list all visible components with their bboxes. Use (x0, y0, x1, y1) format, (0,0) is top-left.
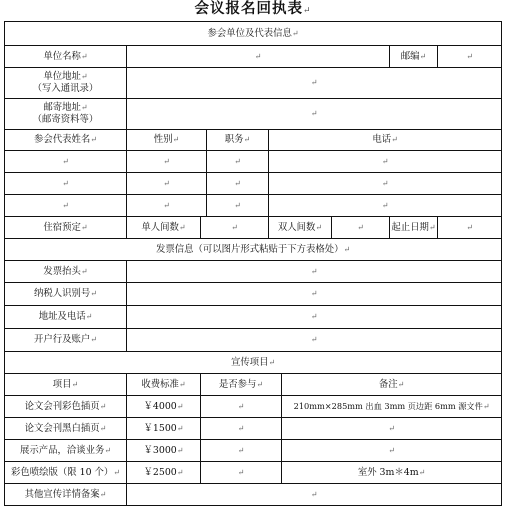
promotion-remark (282, 462, 502, 484)
promotion-remark (282, 440, 502, 462)
paragraph-mark: ↵ (62, 200, 69, 210)
participant-position-field[interactable] (207, 195, 269, 217)
promotion-fee-text: ￥3000 (143, 444, 177, 456)
promotion-participate-field[interactable] (201, 462, 282, 484)
promotion-row (5, 418, 502, 440)
promotion-remark (282, 396, 502, 418)
paragraph-mark: ↵ (428, 222, 436, 232)
paragraph-mark: ↵ (310, 335, 318, 344)
mail-address-label-line1: 邮寄地址 (43, 102, 81, 113)
paragraph-mark: ↵ (482, 402, 490, 411)
taxpayer-id-field[interactable] (127, 283, 502, 306)
col-header-gender (127, 130, 207, 151)
lodging-row (5, 217, 502, 239)
invoice-label (5, 283, 127, 306)
paragraph-mark: ↵ (381, 178, 389, 188)
col-header-remarks-text: 备注 (378, 378, 398, 390)
paragraph-mark: ↵ (310, 489, 318, 499)
invoice-row (5, 329, 502, 352)
promotion-item-text: 展示产品，洽谈业务 (19, 444, 105, 456)
mail-address-label-line2: （邮寄资料等） (32, 114, 99, 125)
paragraph-mark: ↵ (80, 222, 88, 232)
address-phone-label: 地址及电话 (38, 311, 86, 322)
section-header-invoice (5, 239, 502, 261)
paragraph-mark: ↵ (231, 222, 238, 232)
paragraph-mark: ↵ (291, 28, 299, 38)
promotion-row (5, 396, 502, 418)
unit-address-label-line2: （写入通讯录） (32, 83, 99, 94)
paragraph-mark: ↵ (71, 379, 79, 389)
col-header-item-text: 项目 (52, 378, 72, 390)
page-title (0, 0, 506, 19)
paragraph-mark: ↵ (80, 72, 88, 81)
unit-address-label-line1: 单位地址 (43, 71, 81, 82)
paragraph-mark: ↵ (237, 401, 245, 411)
paragraph-mark: ↵ (254, 51, 262, 61)
section-header-row (5, 352, 502, 374)
participant-position-field[interactable] (207, 173, 269, 195)
lodging-label (5, 217, 127, 239)
unit-name-label (5, 46, 127, 68)
paragraph-mark: ↵ (113, 467, 120, 477)
paragraph-mark: ↵ (310, 266, 318, 276)
bank-account-field[interactable] (127, 329, 502, 352)
section-header-text: 发票信息（可以图片形式粘贴于下方表格处） (155, 243, 344, 255)
promotion-fee (127, 440, 201, 462)
section-header-text: 参会单位及代表信息 (207, 27, 292, 39)
mail-address-label (5, 99, 127, 130)
paragraph-mark: ↵ (315, 222, 323, 232)
unit-name-field[interactable] (127, 46, 390, 68)
promotion-item-text: 论文会刊彩色插页 (24, 400, 100, 412)
paragraph-mark: ↵ (397, 379, 405, 389)
taxpayer-id-label: 纳税人识别号 (34, 288, 91, 299)
col-header-name (5, 130, 127, 151)
paragraph-mark: ↵ (176, 445, 184, 455)
promotion-item-text: 彩色喷绘版（限 10 个） (11, 466, 114, 478)
paragraph-mark: ↵ (237, 445, 245, 455)
unit-address-label (5, 68, 127, 99)
paragraph-mark: ↵ (99, 489, 107, 499)
section-header-participants (5, 22, 502, 46)
paragraph-mark: ↵ (99, 401, 107, 411)
paragraph-mark: ↵ (357, 222, 364, 232)
col-header-phone-text: 电话 (372, 134, 392, 145)
col-header-participate-text: 是否参与 (218, 378, 257, 390)
single-room-label (127, 217, 201, 239)
section-header-row (5, 239, 502, 261)
paragraph-mark: ↵ (237, 423, 245, 433)
col-header-name-text: 参会代表姓名 (34, 134, 91, 145)
participant-phone-field[interactable] (269, 151, 502, 173)
promotion-item (5, 418, 127, 440)
address-phone-field[interactable] (127, 306, 502, 329)
paragraph-mark: ↵ (234, 156, 241, 166)
participant-gender-field[interactable] (127, 195, 207, 217)
other-promotion-field[interactable] (127, 484, 502, 506)
participant-row (5, 151, 502, 173)
promotion-fee-text: ￥1500 (143, 422, 177, 434)
promotion-item (5, 462, 127, 484)
dates-label-text: 起止日期 (391, 221, 429, 233)
section-header-row (5, 22, 502, 46)
unit-name-label-text: 单位名称 (43, 50, 81, 62)
invoice-row (5, 306, 502, 329)
paragraph-mark: ↵ (234, 200, 241, 210)
participant-name-field[interactable] (5, 195, 127, 217)
paragraph-mark: ↵ (418, 467, 426, 477)
paragraph-mark: ↵ (80, 266, 88, 276)
paragraph-mark: ↵ (388, 423, 395, 433)
bank-account-label: 开户行及账户 (34, 334, 91, 345)
col-header-position-text: 职务 (224, 134, 244, 145)
section-header-text: 宣传项目 (230, 356, 269, 368)
invoice-label (5, 329, 127, 352)
paragraph-mark: ↵ (343, 244, 351, 254)
promotion-fee-text: ￥2500 (143, 466, 177, 478)
participant-row (5, 173, 502, 195)
col-header-fee (127, 374, 201, 396)
promotion-remark-text: 210mm×285mm 出血 3mm 页边距 6mm 源文件 (293, 401, 483, 411)
paragraph-mark: ↵ (90, 335, 97, 344)
paragraph-mark: ↵ (99, 423, 107, 433)
participant-position-field[interactable] (207, 151, 269, 173)
invoice-label (5, 306, 127, 329)
participant-name-field[interactable] (5, 151, 127, 173)
participant-name-field[interactable] (5, 173, 127, 195)
paragraph-mark: ↵ (80, 103, 88, 112)
paragraph-mark: ↵ (62, 156, 69, 166)
promotion-item (5, 440, 127, 462)
other-promotion-row (5, 484, 502, 506)
promotion-remark (282, 418, 502, 440)
paragraph-mark: ↵ (243, 135, 251, 144)
promotion-remark-text: 室外 3m＊4m (357, 466, 419, 478)
paragraph-mark: ↵ (163, 178, 170, 188)
double-room-label-text: 双人间数 (277, 221, 316, 233)
participant-gender-field[interactable] (127, 151, 207, 173)
col-header-participate (201, 374, 282, 396)
paragraph-mark: ↵ (172, 135, 180, 144)
promotion-participate-field[interactable] (201, 418, 282, 440)
paragraph-mark: ↵ (163, 200, 170, 210)
postcode-label (390, 46, 438, 68)
paragraph-mark: ↵ (310, 78, 318, 87)
participant-phone-field[interactable] (269, 195, 502, 217)
paragraph-mark: ↵ (310, 109, 318, 118)
paragraph-mark: ↵ (62, 178, 69, 188)
paragraph-mark: ↵ (302, 6, 312, 16)
registration-form-table (4, 21, 502, 506)
dates-label (390, 217, 438, 239)
invoice-label (5, 261, 127, 283)
paragraph-mark: ↵ (466, 51, 473, 61)
other-promotion-label-text: 其他宣传详情备案 (24, 488, 100, 500)
paragraph-mark: ↵ (268, 357, 276, 367)
participant-phone-field[interactable] (269, 173, 502, 195)
paragraph-mark: ↵ (176, 423, 184, 433)
paragraph-mark: ↵ (310, 312, 318, 321)
lodging-label-text: 住宿预定 (43, 221, 81, 233)
promotion-row (5, 462, 502, 484)
postcode-field[interactable] (438, 46, 502, 68)
double-room-field[interactable] (332, 217, 390, 239)
paragraph-mark: ↵ (381, 156, 389, 166)
paragraph-mark: ↵ (388, 445, 395, 455)
invoice-row (5, 283, 502, 306)
promotion-item (5, 396, 127, 418)
mail-address-field[interactable] (127, 99, 502, 130)
col-header-item (5, 374, 127, 396)
paragraph-mark: ↵ (176, 401, 184, 411)
mail-address-row (5, 99, 502, 130)
section-header-promotion (5, 352, 502, 374)
invoice-title-field[interactable] (127, 261, 502, 283)
invoice-title-label: 发票抬头 (43, 265, 81, 277)
paragraph-mark: ↵ (90, 289, 97, 298)
dates-field[interactable] (438, 217, 502, 239)
paragraph-mark: ↵ (234, 178, 241, 188)
col-header-gender-text: 性别 (153, 134, 173, 145)
paragraph-mark: ↵ (256, 379, 264, 389)
paragraph-mark: ↵ (163, 156, 170, 166)
col-header-position (207, 130, 269, 151)
double-room-label (269, 217, 332, 239)
paragraph-mark: ↵ (381, 200, 389, 210)
single-room-label-text: 单人间数 (141, 221, 179, 233)
paragraph-mark: ↵ (310, 289, 318, 298)
promotion-fee (127, 418, 201, 440)
postcode-label-text: 邮编 (400, 50, 420, 62)
invoice-row (5, 261, 502, 283)
col-header-remarks (282, 374, 502, 396)
title-text: 会议报名回执表 (194, 0, 303, 17)
promotion-fee (127, 462, 201, 484)
unit-address-row (5, 68, 502, 99)
promotion-fee-text: ￥4000 (143, 400, 177, 412)
paragraph-mark: ↵ (466, 222, 473, 232)
promotion-participate-field[interactable] (201, 440, 282, 462)
participant-row (5, 195, 502, 217)
unit-name-row (5, 46, 502, 68)
col-header-phone (269, 130, 502, 151)
paragraph-mark: ↵ (85, 312, 93, 321)
paragraph-mark: ↵ (237, 467, 245, 477)
paragraph-mark: ↵ (90, 135, 97, 144)
unit-address-field[interactable] (127, 68, 502, 99)
paragraph-mark: ↵ (176, 467, 184, 477)
promotion-participate-field[interactable] (201, 396, 282, 418)
paragraph-mark: ↵ (104, 445, 112, 455)
other-promotion-label (5, 484, 127, 506)
paragraph-mark: ↵ (419, 51, 427, 61)
promotion-item-text: 论文会刊黑白插页 (24, 422, 100, 434)
paragraph-mark: ↵ (391, 135, 398, 144)
participants-header-row (5, 130, 502, 151)
col-header-fee-text: 收费标准 (141, 378, 179, 390)
paragraph-mark: ↵ (178, 222, 186, 232)
paragraph-mark: ↵ (178, 379, 186, 389)
promotion-header-row (5, 374, 502, 396)
promotion-row (5, 440, 502, 462)
single-room-field[interactable] (201, 217, 269, 239)
promotion-fee (127, 396, 201, 418)
paragraph-mark: ↵ (80, 51, 88, 61)
participant-gender-field[interactable] (127, 173, 207, 195)
